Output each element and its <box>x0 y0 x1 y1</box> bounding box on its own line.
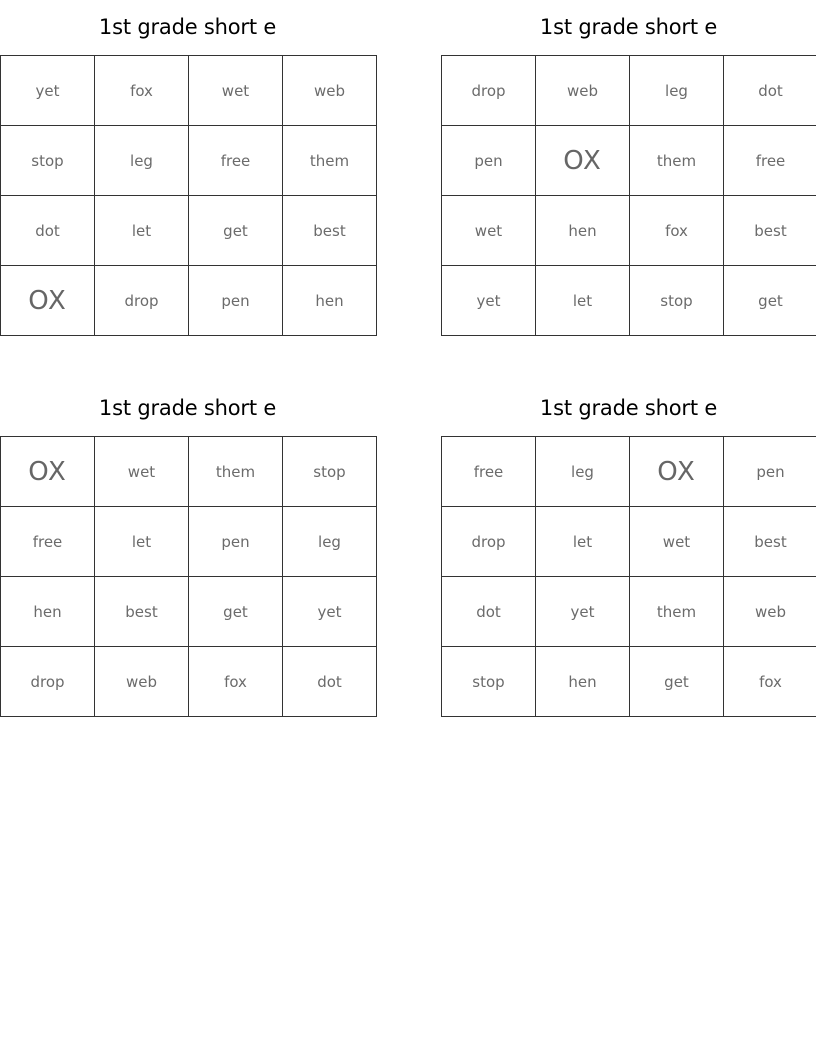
bingo-row <box>442 126 816 196</box>
word-cell: best <box>724 507 816 577</box>
bingo-row <box>1 56 377 126</box>
word-cell: drop <box>1 647 95 717</box>
bingo-grid <box>0 55 377 336</box>
word-cell: fox <box>630 196 724 266</box>
word-cell: free <box>1 507 95 577</box>
word-cell: pen <box>189 507 283 577</box>
word-cell: fox <box>189 647 283 717</box>
word-cell: stop <box>283 437 377 507</box>
word-cell: yet <box>283 577 377 647</box>
card-title: 1st grade short e <box>539 396 718 420</box>
word-cell: best <box>95 577 189 647</box>
bingo-row <box>1 507 377 577</box>
word-cell: wet <box>630 507 724 577</box>
bingo-row <box>442 196 816 266</box>
bingo-row <box>442 647 816 717</box>
bingo-row <box>1 647 377 717</box>
word-cell: pen <box>724 437 816 507</box>
bingo-row <box>442 56 816 126</box>
word-cell: best <box>283 196 377 266</box>
word-cell: get <box>724 266 816 336</box>
bingo-row <box>442 577 816 647</box>
bingo-row <box>1 577 377 647</box>
word-cell: wet <box>442 196 536 266</box>
word-cell: wet <box>95 437 189 507</box>
bingo-row <box>1 437 377 507</box>
word-cell: wet <box>189 56 283 126</box>
free-space-cell: OX <box>536 126 630 196</box>
word-cell: yet <box>1 56 95 126</box>
bingo-card <box>441 381 816 717</box>
word-cell: leg <box>283 507 377 577</box>
word-cell: pen <box>189 266 283 336</box>
bingo-row <box>442 437 816 507</box>
word-cell: them <box>630 126 724 196</box>
word-cell: pen <box>442 126 536 196</box>
bingo-card <box>0 0 375 336</box>
bingo-row <box>1 266 377 336</box>
word-cell: let <box>536 266 630 336</box>
word-cell: free <box>724 126 816 196</box>
word-cell: best <box>724 196 816 266</box>
word-cell: hen <box>536 196 630 266</box>
word-cell: free <box>442 437 536 507</box>
word-cell: stop <box>1 126 95 196</box>
bingo-card <box>441 0 816 336</box>
bingo-grid <box>441 55 816 336</box>
word-cell: stop <box>630 266 724 336</box>
word-cell: get <box>189 196 283 266</box>
bingo-grid <box>441 436 816 717</box>
word-cell: dot <box>724 56 816 126</box>
word-cell: drop <box>95 266 189 336</box>
word-cell: them <box>630 577 724 647</box>
word-cell: leg <box>536 437 630 507</box>
bingo-grid <box>0 436 377 717</box>
card-title: 1st grade short e <box>539 15 718 39</box>
word-cell: free <box>189 126 283 196</box>
word-cell: web <box>536 56 630 126</box>
word-cell: get <box>630 647 724 717</box>
bingo-row <box>1 126 377 196</box>
bingo-row <box>442 507 816 577</box>
word-cell: web <box>95 647 189 717</box>
word-cell: them <box>189 437 283 507</box>
word-cell: web <box>283 56 377 126</box>
word-cell: let <box>95 196 189 266</box>
word-cell: web <box>724 577 816 647</box>
word-cell: get <box>189 577 283 647</box>
word-cell: let <box>536 507 630 577</box>
word-cell: dot <box>283 647 377 717</box>
word-cell: dot <box>1 196 95 266</box>
free-space-cell: OX <box>1 437 95 507</box>
word-cell: fox <box>724 647 816 717</box>
word-cell: drop <box>442 56 536 126</box>
word-cell: hen <box>1 577 95 647</box>
word-cell: fox <box>95 56 189 126</box>
free-space-cell: OX <box>1 266 95 336</box>
word-cell: hen <box>283 266 377 336</box>
card-title: 1st grade short e <box>98 15 277 39</box>
card-title: 1st grade short e <box>98 396 277 420</box>
word-cell: yet <box>536 577 630 647</box>
free-space-cell: OX <box>630 437 724 507</box>
word-cell: let <box>95 507 189 577</box>
word-cell: yet <box>442 266 536 336</box>
bingo-row <box>1 196 377 266</box>
word-cell: dot <box>442 577 536 647</box>
word-cell: hen <box>536 647 630 717</box>
bingo-card <box>0 381 375 717</box>
word-cell: leg <box>630 56 724 126</box>
word-cell: them <box>283 126 377 196</box>
word-cell: leg <box>95 126 189 196</box>
word-cell: stop <box>442 647 536 717</box>
bingo-row <box>442 266 816 336</box>
word-cell: drop <box>442 507 536 577</box>
